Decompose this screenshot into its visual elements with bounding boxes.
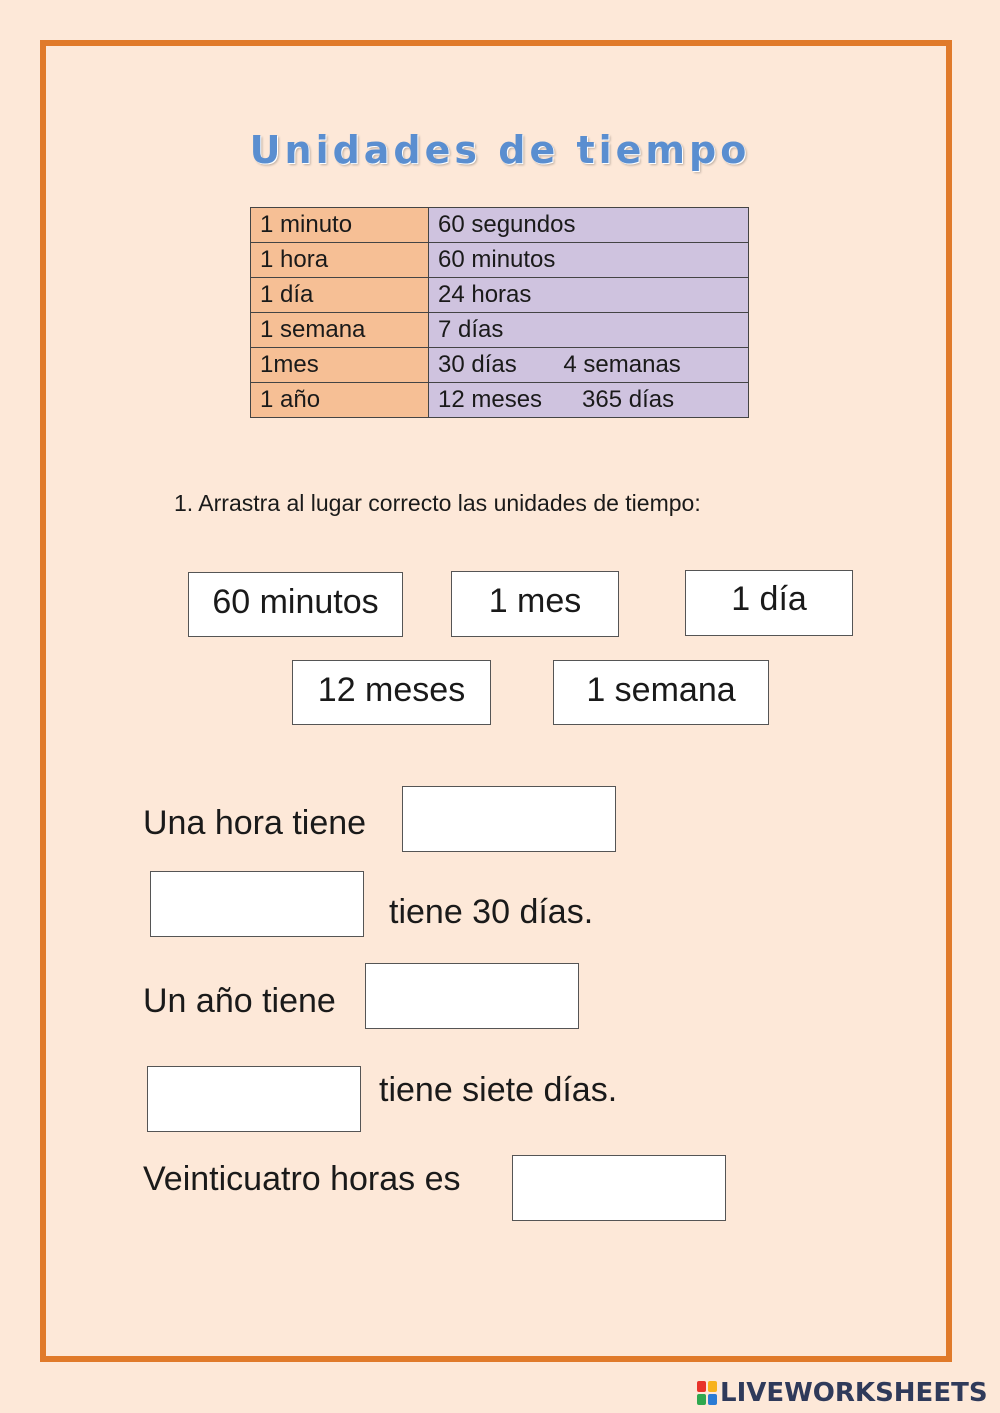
unit-cell: 1 hora bbox=[251, 243, 429, 278]
drop-box-veinticuatro-horas[interactable] bbox=[512, 1155, 726, 1221]
logo-square-icon bbox=[697, 1394, 706, 1405]
sentence-veinticuatro-horas: Veinticuatro horas es bbox=[143, 1160, 461, 1198]
liveworksheets-logo bbox=[697, 1378, 988, 1408]
table-row bbox=[251, 383, 749, 418]
sentence-una-hora: Una hora tiene bbox=[143, 804, 367, 842]
table-row bbox=[251, 243, 749, 278]
page-title: Unidades de tiempo bbox=[249, 128, 751, 172]
table-row bbox=[251, 313, 749, 348]
unit-cell: 1mes bbox=[251, 348, 429, 383]
logo-square-icon bbox=[708, 1394, 717, 1405]
drag-option-1-dia[interactable]: 1 día bbox=[685, 570, 853, 636]
logo-mark-icon bbox=[697, 1381, 717, 1405]
drop-box-30-dias[interactable] bbox=[150, 871, 364, 937]
sentence-30-dias: tiene 30 días. bbox=[389, 893, 594, 931]
equivalence-cell: 60 segundos bbox=[429, 208, 749, 243]
equivalence-cell: 7 días bbox=[429, 313, 749, 348]
table-row bbox=[251, 278, 749, 313]
drop-box-siete-dias[interactable] bbox=[147, 1066, 361, 1132]
instruction-text: 1. Arrastra al lugar correcto las unidades de tiempo: bbox=[174, 490, 701, 516]
equivalence-cell: 24 horas bbox=[429, 278, 749, 313]
unit-cell: 1 año bbox=[251, 383, 429, 418]
drag-option-1-mes[interactable]: 1 mes bbox=[451, 571, 619, 637]
equivalence-cell: 30 días 4 semanas bbox=[429, 348, 749, 383]
drop-box-una-hora[interactable] bbox=[402, 786, 616, 852]
table-row bbox=[251, 208, 749, 243]
table-row bbox=[251, 348, 749, 383]
sentence-siete-dias: tiene siete días. bbox=[379, 1071, 618, 1109]
drag-option-60-minutos[interactable]: 60 minutos bbox=[188, 572, 403, 637]
unit-cell: 1 día bbox=[251, 278, 429, 313]
equivalence-cell: 12 meses 365 días bbox=[429, 383, 749, 418]
sentence-un-ano: Un año tiene bbox=[143, 982, 336, 1020]
logo-square-icon bbox=[697, 1381, 706, 1392]
drag-option-12-meses[interactable]: 12 meses bbox=[292, 660, 491, 725]
logo-square-icon bbox=[708, 1381, 717, 1392]
drag-option-1-semana[interactable]: 1 semana bbox=[553, 660, 769, 725]
drop-box-un-ano[interactable] bbox=[365, 963, 579, 1029]
units-table bbox=[250, 207, 749, 418]
unit-cell: 1 minuto bbox=[251, 208, 429, 243]
equivalence-cell: 60 minutos bbox=[429, 243, 749, 278]
unit-cell: 1 semana bbox=[251, 313, 429, 348]
logo-text: LIVEWORKSHEETS bbox=[720, 1378, 988, 1408]
